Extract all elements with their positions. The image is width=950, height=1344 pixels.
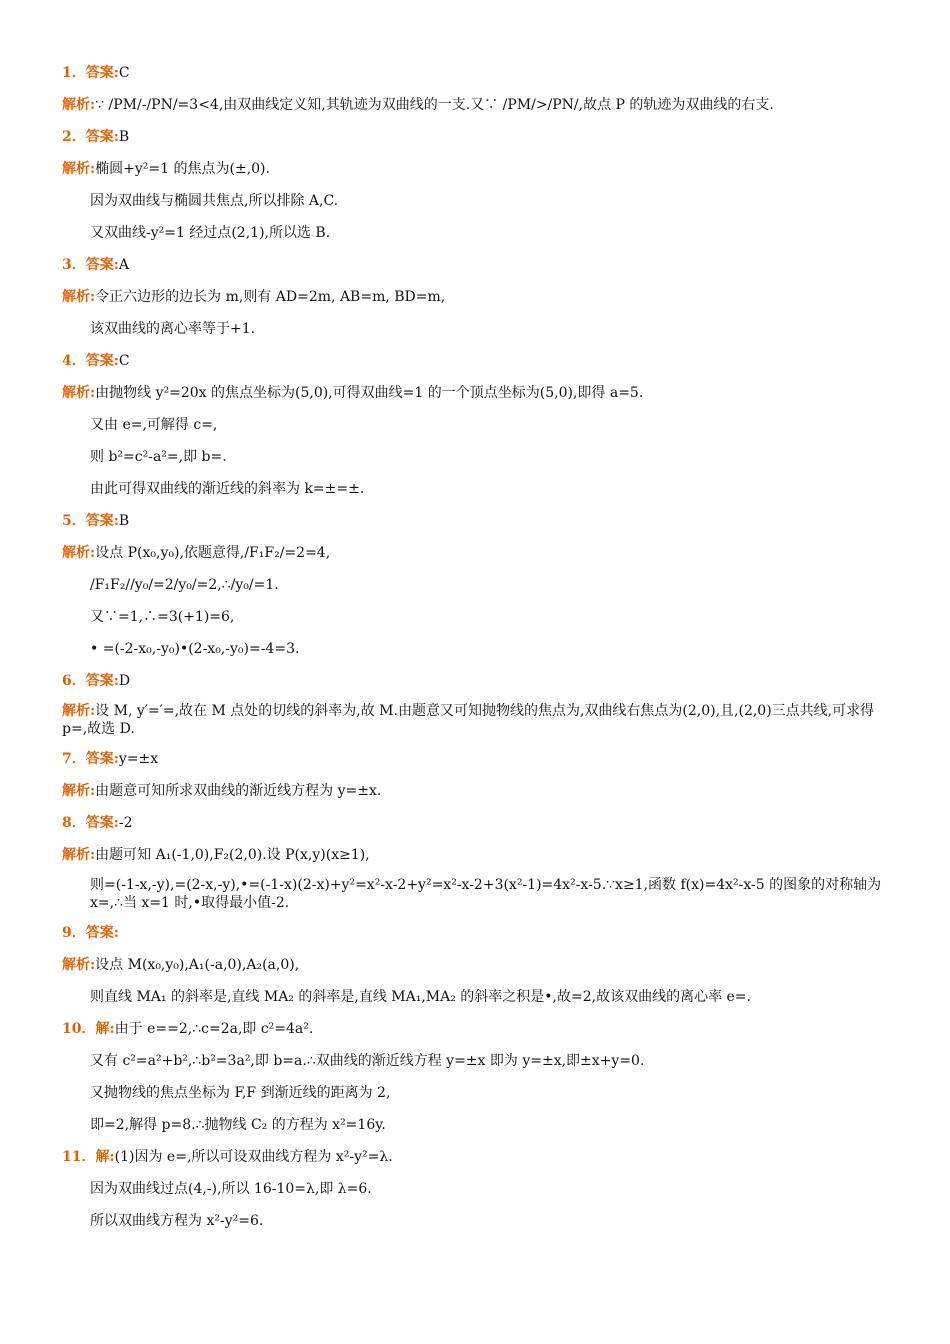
analysis-5-line-3: 又∵=1,∴=3(+1)=6, — [90, 609, 235, 625]
analysis-5-line-2: /F₁F₂//y₀/=2/y₀/=2,∴/y₀/=1. — [90, 577, 279, 593]
analysis-5-line-4: • =(-2-x₀,-y₀)•(2-x₀,-y₀)=-4=3. — [90, 641, 300, 657]
solution-11-line-2: 因为双曲线过点(4,-),所以 16-10=λ,即 λ=6. — [90, 1181, 372, 1197]
analysis-4-line-4: 由此可得双曲线的渐近线的斜率为 k=±=±. — [90, 481, 365, 497]
answer-4: 4．答案:C — [62, 353, 130, 369]
solution-page — [62, 62, 892, 1242]
analysis-4-line-3: 则 b²=c²-a²=,即 b=. — [90, 449, 227, 465]
answer-5: 5．答案:B — [62, 513, 130, 529]
solution-11: 11．解:(1)因为 e=,所以可设双曲线方程为 x²-y²=λ. — [62, 1149, 393, 1165]
analysis-9-line-2: 则直线 MA₁ 的斜率是,直线 MA₂ 的斜率是,直线 MA₁,MA₂ 的斜率之积是•,故=2,故该双曲线的离心率 e=. — [90, 989, 751, 1005]
analysis-2-line-3: 又双曲线-y²=1 经过点(2,1),所以选 B. — [90, 225, 331, 241]
answer-3: 3．答案:A — [62, 257, 130, 273]
analysis-4: 解析:由抛物线 y²=20x 的焦点坐标为(5,0),可得双曲线=1 的一个顶点坐标为(5,0),即得 a=5. — [62, 385, 644, 401]
analysis-8: 解析:由题可知 A₁(-1,0),F₂(2,0).设 P(x,y)(x≥1), — [62, 847, 370, 863]
answer-2: 2．答案:B — [62, 129, 130, 145]
analysis-3: 解析:令正六边形的边长为 m,则有 AD=2m, AB=m, BD=m, — [62, 289, 446, 305]
analysis-4-line-2: 又由 e=,可解得 c=, — [90, 417, 218, 433]
analysis-3-line-2: 该双曲线的离心率等于+1. — [90, 321, 256, 337]
solution-10-line-4: 即=2,解得 p=8.∴抛物线 C₂ 的方程为 x²=16y. — [90, 1117, 386, 1133]
analysis-2-line-2: 因为双曲线与椭圆共焦点,所以排除 A,C. — [90, 193, 339, 209]
analysis-8-line-2: 则=(-1-x,-y),=(2-x,-y),•=(-1-x)(2-x)+y²=x²-x-2+y²=x²-x-2+3(x²-1)=4x²-x-5.∵x≥1,函数 f(x)=4x²-x-5 的图象的对称轴为 x=,∴当 x=1 时,•取得最小值-2. — [90, 877, 882, 911]
solution-10-line-2: 又有 c²=a²+b²,∴b²=3a²,即 b=a.∴双曲线的渐近线方程 y=±x 即为 y=±x,即±x+y=0. — [90, 1053, 645, 1069]
analysis-7: 解析:由题意可知所求双曲线的渐近线方程为 y=±x. — [62, 783, 382, 799]
analysis-6: 解析:设 M, y′=′=,故在 M 点处的切线的斜率为,故 M.由题意又可知抛物线的焦点为,双曲线右焦点为(2,0),且,(2,0)三点共线,可求得 p=,故选 D. — [62, 703, 875, 737]
answer-1: 1．答案:C — [62, 65, 130, 81]
analysis-2: 解析:椭圆+y²=1 的焦点为(±,0). — [62, 161, 270, 177]
analysis-1: 解析:∵ /PM/-/PN/=3<4,由双曲线定义知,其轨迹为双曲线的一支.又∵ /PM/>/PN/,故点 P 的轨迹为双曲线的右支. — [62, 97, 774, 113]
analysis-5: 解析:设点 P(x₀,y₀),依题意得,/F₁F₂/=2=4, — [62, 545, 331, 561]
answer-7: 7．答案:y=±x — [62, 751, 159, 767]
answer-9: 9．答案: — [62, 925, 119, 941]
analysis-9: 解析:设点 M(x₀,y₀),A₁(-a,0),A₂(a,0), — [62, 957, 300, 973]
solution-11-line-3: 所以双曲线方程为 x²-y²=6. — [90, 1213, 264, 1229]
solution-10: 10．解:由于 e==2,∴c=2a,即 c²=4a². — [62, 1021, 314, 1037]
answer-6: 6．答案:D — [62, 673, 131, 689]
solution-10-line-3: 又抛物线的焦点坐标为 F,F 到渐近线的距离为 2, — [90, 1085, 391, 1101]
answer-8: 8．答案:-2 — [62, 815, 133, 831]
